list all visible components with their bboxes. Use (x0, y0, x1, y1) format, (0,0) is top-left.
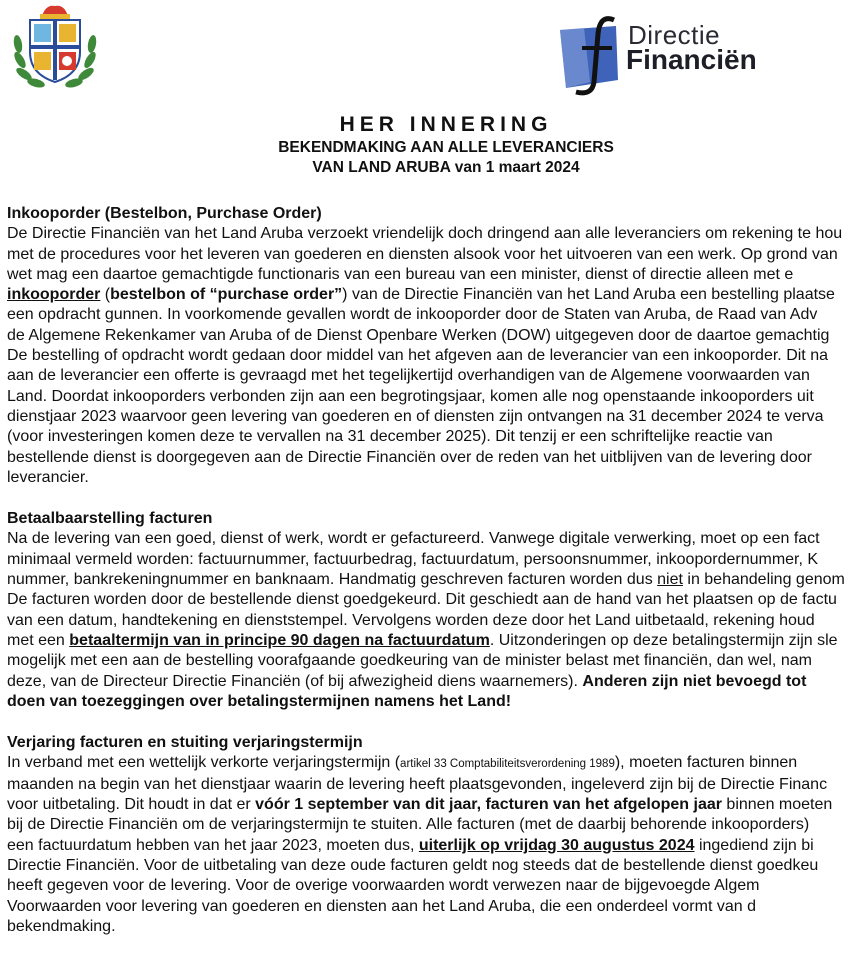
paragraph-line: Directie Financiën. Voor de uitbetaling van deze oude facturen geldt nog steeds dat de bestellende dienst goedkeu (7, 856, 819, 874)
paragraph-line: wet mag een daartoe gemachtigde functionaris van een bureau van een minister, dienst of directie alleen met e (7, 265, 794, 283)
paragraph-line: maanden na begin van het dienstjaar waarin de levering heeft plaatsgevonden, ingeleverd zijn bij de Directie Financ (7, 775, 828, 793)
paragraph-line: de Algemene Rekenkamer van Aruba of de Dienst Openbare Werken (DOW) uitgegeven door de daartoe gemachtig (7, 326, 830, 344)
paragraph-line: bestellende dienst is doorgegeven aan de Directie Financiën over de reden van het uitblijven van de levering door (7, 448, 812, 466)
paragraph-line: leverancier. (7, 468, 89, 486)
brand-name-line2: Financiën (626, 44, 757, 75)
text-run: met een (7, 631, 70, 649)
deadline-emphasis: vóór 1 september van dit jaar, facturen van het afgelopen jaar (255, 796, 722, 814)
text-run: ingediend zijn bi (694, 836, 814, 854)
paragraph-line: De bestelling of opdracht wordt gedaan door middel van het afgeven aan de leverancier van een inkooporder. Dit na (7, 347, 828, 365)
section-heading-betaalbaarstelling: Betaalbaarstelling facturen (7, 510, 213, 528)
text-run: deze, van de Directeur Directie Financiën (of bij afwezigheid diens waarnemers). (7, 672, 583, 690)
paragraph-line (7, 753, 859, 774)
paragraph-line: aan de leverancier een offerte is gevraagd met het tegelijkertijd overhandigen van de Algemene voorwaarden van (7, 367, 810, 385)
brand-name-line1: Directie (628, 20, 721, 50)
document-subtitle-2: VAN LAND ARUBA van 1 maart 2024 (312, 159, 580, 176)
document-title-block (0, 112, 859, 178)
inkooporder-emphasis: inkooporder (7, 286, 101, 304)
paragraph-line: dienstjaar 2023 waarvoor geen levering van goederen en of diensten zijn ontvangen na 31 december 2024 te verva (7, 407, 824, 425)
paragraph-line: De facturen worden door de bestellende dienst goedgekeurd. Dit geschiedt aan de hand van het plaatsen op de factu (7, 591, 837, 609)
betaaltermijn-emphasis: betaaltermijn van in principe 90 dagen na factuurdatum (69, 631, 490, 649)
paragraph-line: Voorwaarden voor levering van goederen en diensten aan het Land Aruba, die een onderdeel vormt van d (7, 897, 756, 915)
paragraph-line: heeft gegeven voor de levering. Voor de overige voorwaarden wordt verwezen naar de bijgevoegde Algem (7, 877, 760, 895)
paragraph-line: een opdracht gunnen. In voorkomende gevallen wordt de inkooporder door de Staten van Aruba, de Raad van Adv (7, 306, 818, 324)
paragraph-line (7, 672, 859, 692)
paragraph-line: bekendmaking. (7, 917, 116, 935)
paragraph-line (7, 631, 859, 651)
paragraph-line (7, 570, 859, 590)
paragraph-line: bij de Directie Financiën om de verjaringstermijn te stuiten. Alle facturen (met de daarbij behorende inkooporders) (7, 816, 810, 834)
uiterlijk-date-emphasis: uiterlijk op vrijdag 30 augustus 2024 (418, 836, 695, 854)
niet-emphasis: niet (657, 571, 683, 589)
paragraph-line: (voor investeringen komen deze te vervallen na 31 december 2025). Dit tenzij er een schriftelijke reactie van (7, 428, 773, 446)
paragraph-line: Land. Doordat inkooporders verbonden zijn aan een begrotingsjaar, komen alle nog openstaande inkooporders uit (7, 387, 814, 405)
section-heading-inkooporder: Inkooporder (Bestelbon, Purchase Order) (7, 205, 322, 222)
text-run: voor uitbetaling. Dit houdt in dat er (7, 796, 256, 814)
text-run: nummer, bankrekeningnummer en banknaam. Handmatig geschreven facturen worden dus (7, 571, 658, 589)
paragraph-line (7, 836, 859, 856)
paragraph-line: minimaal vermeld worden: factuurnummer, factuurbedrag, factuurdatum, persoonsnummer, inkoopordernummer, K (7, 550, 819, 568)
text-run: ), moeten facturen binnen (614, 754, 798, 772)
text-run: ( (100, 286, 111, 304)
text-run: In verband met een wettelijk verkorte verjaringstermijn ( (7, 754, 401, 772)
document-title: HER INNERING (339, 113, 553, 136)
text-run: . Uitzonderingen op deze betalingstermijn zijn sle (489, 631, 838, 649)
text-run: binnen moeten (721, 796, 833, 814)
paragraph-line: van een datum, handtekening en dienststempel. Vervolgens worden deze door het Land uitbetaald, rekening houd (7, 611, 815, 629)
niet-bevoegd-emphasis: Anderen zijn niet bevoegd tot (582, 672, 807, 690)
article-reference: artikel 33 Comptabiliteitsverordening 1989 (400, 758, 615, 771)
paragraph-line: Na de levering van een goed, dienst of werk, wordt er gefactureerd. Vanwege digitale verwerking, moet op een fact (7, 530, 820, 548)
text-run: een factuurdatum hebben van het jaar 2023, moeten dus, (7, 836, 419, 854)
paragraph-line: met de procedures voor het leveren van goederen en diensten alsook voor het uitvoeren van een werk. Op grond van (7, 245, 838, 263)
bestelbon-emphasis: bestelbon of “purchase order” (110, 286, 343, 304)
paragraph-line: mogelijk met een aan de bestelling voorafgaande goedkeuring van de minister belast met financiën, dan wel, nam (7, 652, 812, 670)
paragraph-line (7, 692, 859, 712)
coat-of-arms-logo (12, 0, 98, 90)
paragraph-line: De Directie Financiën van het Land Aruba verzoekt vriendelijk doch dringend aan alle leveranciers om rekening te hou (7, 225, 843, 243)
paragraph-line (7, 285, 859, 305)
document-subtitle-1: BEKENDMAKING AAN ALLE LEVERANCIERS (278, 139, 614, 156)
section-heading-verjaring: Verjaring facturen en stuiting verjaringstermijn (7, 734, 363, 752)
toezeggingen-emphasis: doen van toezeggingen over betalingstermijnen namens het Land! (7, 692, 512, 710)
document-body (7, 204, 859, 937)
paragraph-line (7, 795, 859, 815)
text-run: in behandeling genom (682, 571, 845, 589)
text-run: ) van de Directie Financiën van het Land Aruba een bestelling plaatse (342, 286, 835, 304)
directie-financien-logo (556, 12, 796, 96)
